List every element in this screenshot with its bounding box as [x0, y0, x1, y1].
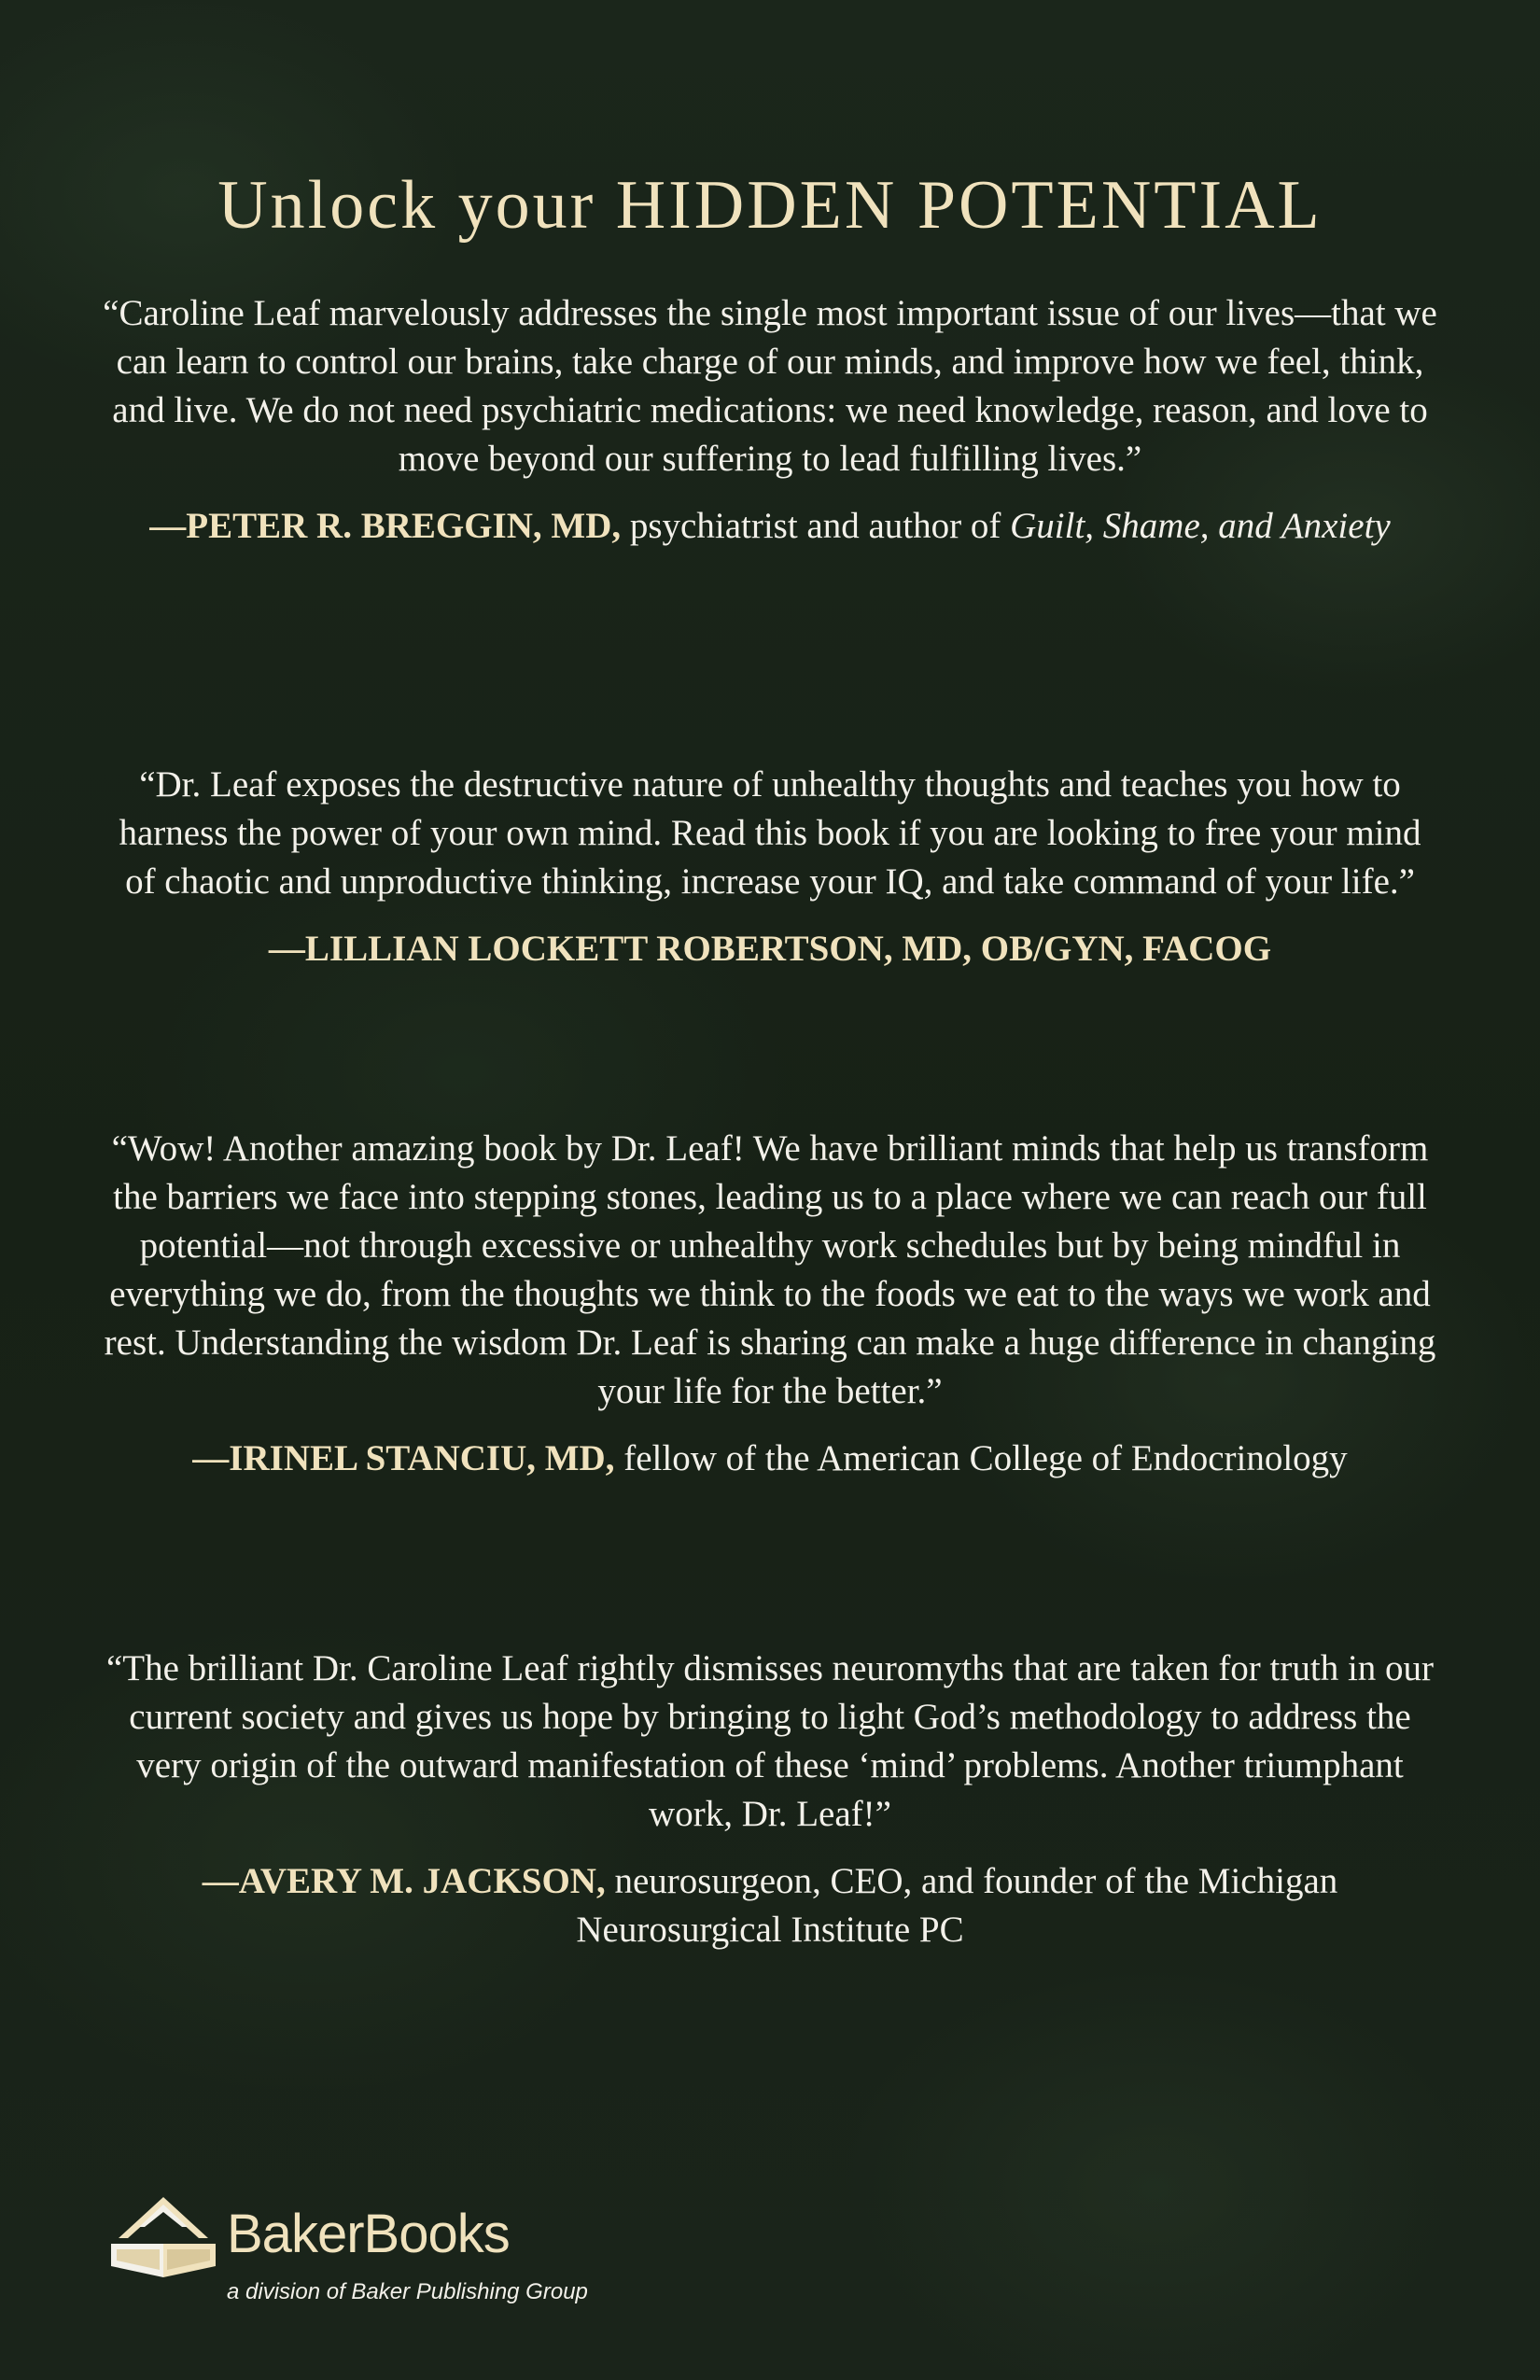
book-house-logo-icon — [107, 2184, 219, 2287]
endorsement-attribution — [103, 1435, 1437, 1483]
endorsement-quote: “Caroline Leaf marvelously addresses the single most important issue of our lives—that we can learn to control our brains, take charge of our minds, and improve how we feel, think, and live. We do not need psychiatric medications: we need knowledge, reason, and love to move beyond our suffering to lead fulfilling lives.” — [103, 293, 1437, 479]
endorser-name: —IRINEL STANCIU, MD, — [192, 1438, 615, 1478]
publisher-logo-block — [107, 2175, 630, 2315]
endorsement-quote: “The brilliant Dr. Caroline Leaf rightly dismisses neuromyths that are taken for truth in our current society and gives us hope by bringing to light God’s methodology to address the very origin of the outward manifestation of these ‘mind’ problems. Another triumphant work, Dr. Leaf!” — [105, 1648, 1435, 1834]
page-title: Unlock your HIDDEN POTENTIAL — [217, 166, 1323, 244]
endorsement-quote: “Wow! Another amazing book by Dr. Leaf! We have brilliant minds that help us transform the barriers we face into stepping stones, leading us to a place where we can reach our full potential—not through excessive or unhealthy work schedules but by being mindful in everything we do, from the thoughts we think to the foods we eat to the ways we work and rest. Understanding the wisdom Dr. Leaf is sharing can make a huge difference in changing your life for the better.” — [104, 1128, 1436, 1411]
endorsement-breggin — [103, 289, 1437, 551]
endorser-book-title: Guilt, Shame, and Anxiety — [1010, 506, 1391, 546]
endorsement-robertson — [103, 761, 1437, 973]
endorser-name: —AVERY M. JACKSON, — [202, 1861, 606, 1901]
endorsement-jackson — [103, 1645, 1437, 1954]
endorsement-attribution — [103, 1857, 1437, 1954]
endorser-role: fellow of the American College of Endocrinology — [614, 1438, 1348, 1478]
endorser-role: psychiatrist and author of — [621, 506, 1011, 546]
endorser-role: neurosurgeon, CEO, and founder of the Michigan Neurosurgical Institute PC — [576, 1861, 1338, 1950]
endorsement-attribution — [103, 502, 1437, 551]
publisher-name: BakerBooks — [227, 2204, 510, 2264]
endorsement-quote: “Dr. Leaf exposes the destructive nature of unhealthy thoughts and teaches you how to harness the power of your own mind. Read this book if you are looking to free your mind of chaotic and unproductive thinking, increase your IQ, and take command of your life.” — [119, 764, 1421, 902]
publisher-tagline: a division of Baker Publishing Group — [227, 2279, 588, 2304]
endorser-name: —LILLIAN LOCKETT ROBERTSON, MD, OB/GYN, FACOG — [268, 929, 1272, 969]
endorsement-stanciu — [103, 1125, 1437, 1483]
endorsement-attribution — [103, 925, 1437, 973]
endorser-name: —PETER R. BREGGIN, MD, — [149, 506, 622, 546]
